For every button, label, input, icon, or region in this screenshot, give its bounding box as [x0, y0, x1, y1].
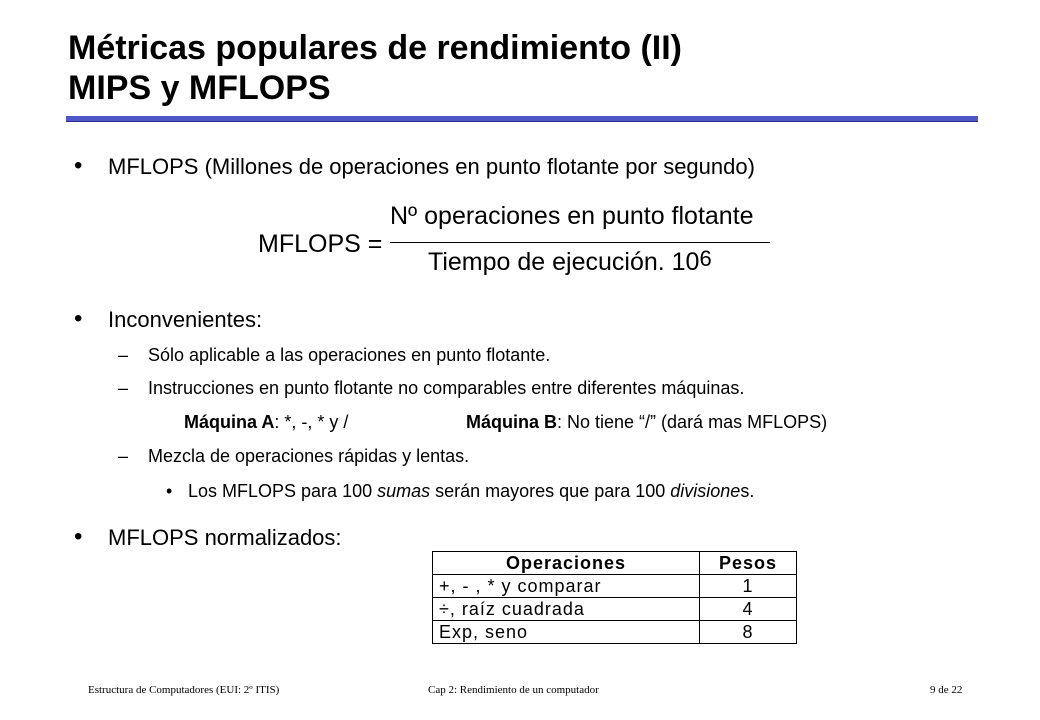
operation-cell: Exp, seno — [433, 621, 700, 644]
operation-cell: ÷, raíz cuadrada — [433, 598, 700, 621]
formula-denominator: Tiempo de ejecución. $10^6$ — [428, 246, 712, 276]
footer-chapter: Cap 2: Rendimiento de un computador — [428, 684, 599, 696]
dash-marker: – — [118, 378, 129, 398]
bullet-mflops-definition: • MFLOPS (Millones de operaciones en punto flotante por segundo) — [74, 152, 755, 179]
operation-cell: +, - , * y comparar — [433, 575, 700, 598]
title-underline — [66, 116, 978, 122]
machine-a-note: Máquina A: *, -, * y / — [184, 412, 349, 432]
sub-item-mezcla: – Mezcla de operaciones rápidas y lentas. — [118, 446, 470, 466]
slide-title — [68, 28, 988, 108]
formula-lhs: MFLOPS = — [258, 230, 383, 258]
title-line-2: MIPS y MFLOPS — [68, 69, 331, 107]
header-pesos: Pesos — [700, 552, 797, 575]
machine-b-note: Máquina B: No tiene “/” (dará mas MFLOPS) — [466, 412, 828, 432]
subsub-item-sumas-divisiones: • Los MFLOPS para 100 sumas serán mayores que para 100 divisiones. — [166, 481, 755, 501]
table-row — [433, 598, 797, 621]
weights-table — [432, 551, 797, 644]
bullet-inconvenientes: • Inconvenientes: — [74, 305, 263, 332]
table-row — [433, 575, 797, 598]
weight-cell: 8 — [700, 621, 797, 644]
formula-numerator: Nº operaciones en punto flotante — [390, 202, 754, 230]
weight-cell: 4 — [700, 598, 797, 621]
sub-item-no-comparables: – Instrucciones en punto flotante no comparables entre diferentes máquinas. — [118, 378, 745, 398]
bullet-dot: • — [166, 481, 173, 501]
header-operaciones: Operaciones — [433, 552, 700, 575]
machine-a-label: Máquina A — [184, 412, 275, 432]
bullet-dot: • — [74, 305, 83, 332]
bullet-mflops-normalizados: • MFLOPS normalizados: — [74, 523, 342, 550]
footer-course: Estructura de Computadores (EUI: 2º ITIS) — [88, 684, 280, 696]
title-line-1: Métricas populares de rendimiento (II) — [68, 29, 683, 67]
table-header-row — [433, 552, 797, 575]
bullet-dot: • — [74, 152, 83, 179]
mflops-formula — [258, 200, 778, 290]
table-row — [433, 621, 797, 644]
weight-cell: 1 — [700, 575, 797, 598]
dash-marker: – — [118, 345, 129, 365]
dash-marker: – — [118, 446, 129, 466]
footer-page-number: 9 de 22 — [930, 684, 963, 696]
fraction-bar — [390, 242, 770, 243]
sub-item-solo-aplicable: – Sólo aplicable a las operaciones en punto flotante. — [118, 345, 551, 365]
formula-exponent: 6 — [699, 246, 712, 271]
machine-b-label: Máquina B — [466, 412, 558, 432]
bullet-dot: • — [74, 523, 83, 550]
